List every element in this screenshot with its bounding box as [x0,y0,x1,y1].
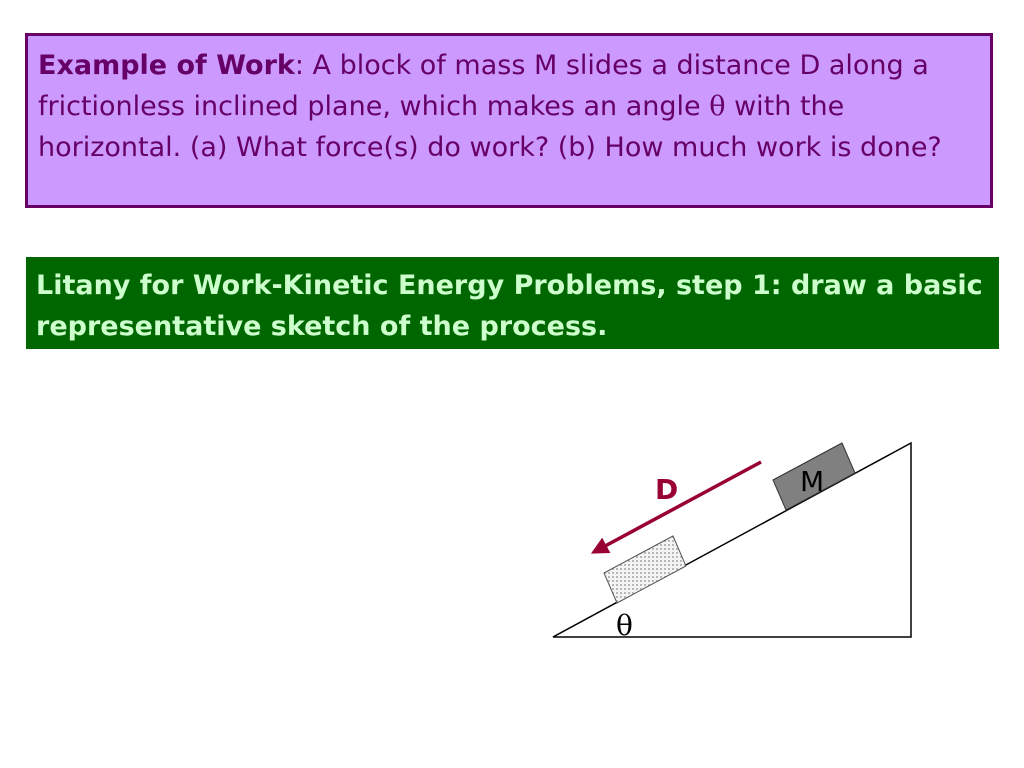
problem-text-part-2: with the horizontal. (a) What force(s) do work? (b) How much work is done? [38,91,942,163]
problem-theta-symbol: θ [709,91,726,122]
distance-label: D [655,473,679,506]
problem-text-part-1: A block of mass M slides a distance D along a frictionless inclined plane, which makes an angle [38,50,929,122]
mass-label: M [800,465,825,498]
incline-triangle [553,443,911,637]
angle-label: θ [616,609,633,642]
litany-text: Litany for Work-Kinetic Energy Problems, step 1: draw a basic representative sketch of the process. [36,270,983,342]
problem-colon: : [294,50,304,81]
problem-heading: Example of Work [38,50,295,81]
